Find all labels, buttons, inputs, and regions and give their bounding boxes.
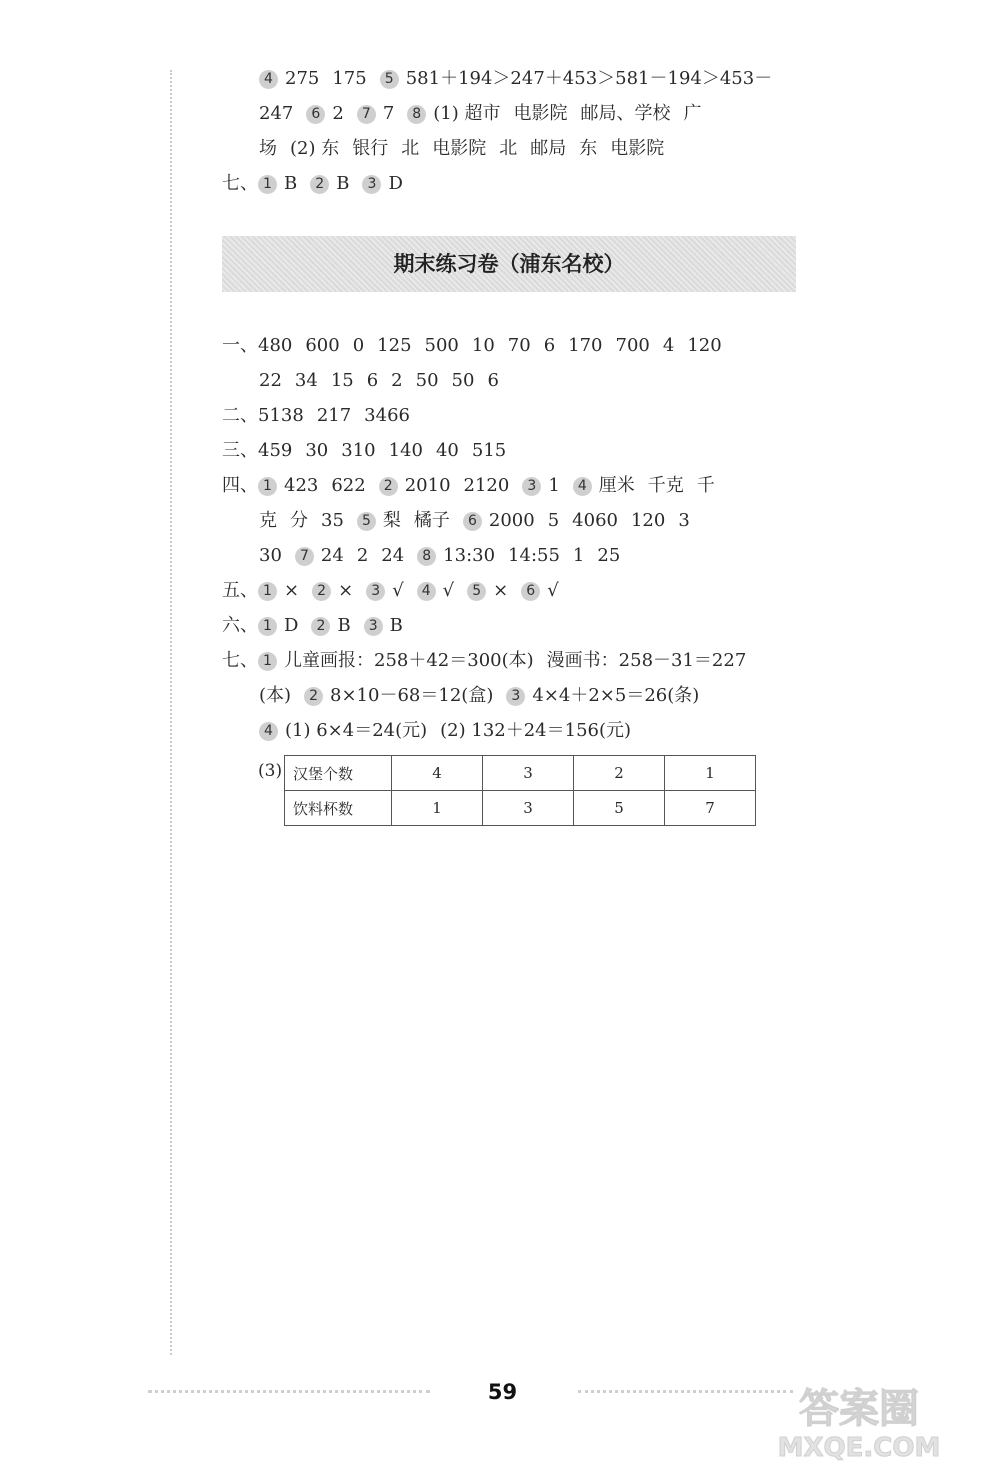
section-title: 期末练习卷（浦东名校） (393, 252, 625, 276)
answer-line (222, 617, 416, 636)
question-number-badge: 2 (311, 617, 330, 636)
answer-token: 275 (285, 68, 320, 89)
answer-token: (本) (259, 685, 292, 706)
answer-token: 125 (377, 335, 412, 356)
section-prefix: 七、 (222, 650, 258, 671)
answer-token: 423 (284, 475, 319, 496)
answer-token: 千克 (647, 475, 684, 496)
answer-line (259, 687, 712, 706)
answer-token: 30 (259, 545, 282, 566)
section-prefix: 三、 (222, 440, 258, 461)
question-number-badge: 5 (357, 512, 376, 531)
table-row (285, 791, 756, 826)
answer-token: 2010 (404, 475, 451, 496)
answer-token: 35 (321, 510, 344, 531)
section-prefix: 四、 (222, 475, 258, 496)
answer-token: 4 (662, 335, 675, 356)
question-number-badge: 6 (306, 105, 325, 124)
answer-token: 480 (258, 335, 293, 356)
question-number-badge: 6 (463, 512, 482, 531)
answer-token: 50 (451, 370, 475, 391)
answer-token: √ (392, 580, 404, 601)
answer-token: 儿童画报：258＋42＝300(本) (284, 650, 534, 671)
answer-token: 2120 (463, 475, 510, 496)
page-number: 59 (487, 1380, 518, 1404)
table-label: (3) (258, 761, 283, 781)
section-prefix: 七、 (222, 173, 258, 194)
answer-token: B (337, 615, 351, 636)
answer-line (259, 512, 703, 531)
answer-token: 5 (547, 510, 560, 531)
section-title-banner (222, 236, 796, 292)
answer-token: × (338, 580, 354, 601)
table-cell: 3 (483, 791, 574, 826)
answer-token: 东 (579, 138, 598, 159)
answer-line (222, 652, 759, 671)
table-cell: 3 (483, 756, 574, 791)
question-number-badge: 4 (259, 70, 278, 89)
answer-token: 175 (332, 68, 367, 89)
answer-token: 3466 (364, 405, 410, 426)
answer-token: 4060 (572, 510, 618, 531)
question-number-badge: 5 (467, 582, 486, 601)
answer-token: 克 (259, 510, 277, 531)
question-number-badge: 2 (304, 687, 323, 706)
answer-token: 2 (391, 370, 403, 391)
answer-token: √ (442, 580, 455, 601)
question-number-badge: 2 (310, 175, 329, 194)
answer-token: 70 (507, 335, 531, 356)
table-row-header: 饮料杯数 (285, 791, 392, 826)
answer-token: 分 (290, 510, 308, 531)
answer-token: 30 (305, 440, 329, 461)
answer-token: 千 (696, 475, 715, 496)
answer-token: 2 (356, 545, 369, 566)
answer-token: 7 (382, 103, 395, 124)
answer-token: 5138 (258, 405, 304, 426)
answer-token: D (284, 615, 299, 636)
answer-token: 13:30 (443, 545, 496, 566)
answer-token: 北 (499, 138, 518, 159)
answer-token: 14:55 (508, 545, 560, 566)
answer-token: (2) 132＋24＝156(元) (440, 720, 632, 741)
table-cell: 5 (574, 791, 665, 826)
answer-token: 场 (259, 138, 277, 159)
answer-token: 10 (471, 335, 495, 356)
answer-token: 邮局、学校 (580, 103, 671, 124)
question-number-badge: 1 (258, 652, 277, 671)
answer-token: 700 (615, 335, 650, 356)
answer-line (259, 70, 785, 89)
question-number-badge: 6 (521, 582, 540, 601)
answer-token: 银行 (352, 138, 389, 159)
answer-token: 6 (543, 335, 556, 356)
answer-token: B (336, 173, 350, 194)
answer-line (259, 372, 512, 390)
section-prefix: 六、 (222, 615, 258, 636)
answer-token: 170 (568, 335, 603, 356)
question-number-badge: 1 (258, 175, 277, 194)
section-prefix: 二、 (222, 405, 258, 426)
answer-token: 电影院 (432, 138, 487, 159)
question-number-badge: 3 (366, 582, 385, 601)
answer-line (259, 105, 714, 124)
answer-token: 24 (381, 545, 405, 566)
answer-token: × (493, 580, 509, 601)
question-number-badge: 4 (573, 477, 592, 496)
question-number-badge: 2 (379, 477, 398, 496)
table-cell: 4 (392, 756, 483, 791)
answer-token: 厘米 (598, 475, 635, 496)
answer-token: 120 (630, 510, 666, 531)
section-prefix: 一、 (222, 335, 258, 356)
answer-token: 广 (683, 103, 702, 124)
question-number-badge: 3 (364, 617, 383, 636)
answer-token: 2000 (488, 510, 535, 531)
answer-token: 梨 (382, 510, 401, 531)
answer-line (222, 477, 728, 496)
answer-line (259, 140, 677, 158)
section-prefix: 五、 (222, 580, 258, 601)
answer-token: 217 (316, 405, 352, 426)
answer-token: 北 (401, 138, 420, 159)
answer-line (259, 547, 633, 566)
answer-token: 25 (597, 545, 621, 566)
answer-token: 40 (435, 440, 459, 461)
answer-line (222, 337, 735, 355)
answer-token: B (284, 173, 298, 194)
answer-line (222, 582, 572, 601)
answer-token: 橘子 (413, 510, 450, 531)
question-number-badge: 1 (258, 477, 277, 496)
binding-margin-line (170, 70, 172, 1355)
question-number-badge: 1 (258, 582, 277, 601)
watermark-logo (728, 1372, 990, 1462)
answer-token: 24 (320, 545, 344, 566)
answer-line (222, 442, 519, 460)
answer-token: 1 (548, 475, 560, 496)
answer-token: 6 (487, 370, 499, 391)
answer-token: B (389, 615, 403, 636)
table-row (285, 756, 756, 791)
answer-token: 8×10－68＝12(盒) (330, 685, 494, 706)
question-number-badge: 7 (357, 105, 376, 124)
answer-token: 4×4＋2×5＝26(条) (532, 685, 700, 706)
watermark-logo-text: 答案圈 (799, 1386, 919, 1432)
question-number-badge: 5 (380, 70, 399, 89)
table-row-header: 汉堡个数 (285, 756, 392, 791)
answer-token: (1) 超市 (433, 103, 501, 124)
answer-token: 310 (341, 440, 376, 461)
answer-token: 22 (259, 370, 282, 391)
question-number-badge: 3 (522, 477, 541, 496)
answer-token: 140 (388, 440, 423, 461)
answer-token: 2 (332, 103, 344, 124)
question-number-badge: 8 (407, 105, 426, 124)
answer-line (222, 407, 423, 425)
answer-token: 3 (678, 510, 690, 531)
answer-token: × (284, 580, 300, 601)
question-number-badge: 7 (295, 547, 314, 566)
answer-token: 459 (258, 440, 293, 461)
answer-token: (2) 东 (290, 138, 340, 159)
answer-token: 515 (471, 440, 507, 461)
answer-token: 50 (415, 370, 439, 391)
answer-token: 6 (366, 370, 379, 391)
answer-token: 500 (424, 335, 459, 356)
question-number-badge: 1 (258, 617, 277, 636)
answer-token: 581＋194＞247＋453＞581－194＞453－ (405, 68, 773, 89)
question-number-badge: 4 (417, 582, 436, 601)
answer-token: 电影院 (513, 103, 568, 124)
table-cell: 7 (665, 791, 756, 826)
answer-token: 15 (330, 370, 354, 391)
answer-token: 600 (305, 335, 340, 356)
answer-token: 邮局 (530, 138, 567, 159)
answer-token: (1) 6×4＝24(元) (285, 720, 428, 741)
footer-rule-left (148, 1390, 430, 1393)
watermark-url: MXQE.COM (777, 1433, 941, 1462)
answer-token: D (388, 173, 403, 194)
answer-token: 34 (294, 370, 318, 391)
answer-token: 漫画书：258－31＝227 (546, 650, 747, 671)
answer-token: 电影院 (610, 138, 665, 159)
question-number-badge: 2 (312, 582, 331, 601)
table-cell: 2 (574, 756, 665, 791)
table-cell: 1 (392, 791, 483, 826)
answer-line (259, 722, 644, 741)
table-cell: 1 (665, 756, 756, 791)
answer-token: √ (547, 580, 559, 601)
answer-token: 0 (352, 335, 365, 356)
answer-table (284, 755, 756, 826)
answer-token: 1 (572, 545, 585, 566)
question-number-badge: 3 (506, 687, 525, 706)
answer-token: 247 (259, 103, 294, 124)
question-number-badge: 4 (259, 722, 278, 741)
answer-token: 622 (331, 475, 366, 496)
answer-line (222, 175, 416, 194)
question-number-badge: 8 (417, 547, 436, 566)
question-number-badge: 3 (362, 175, 381, 194)
answer-token: 120 (687, 335, 722, 356)
